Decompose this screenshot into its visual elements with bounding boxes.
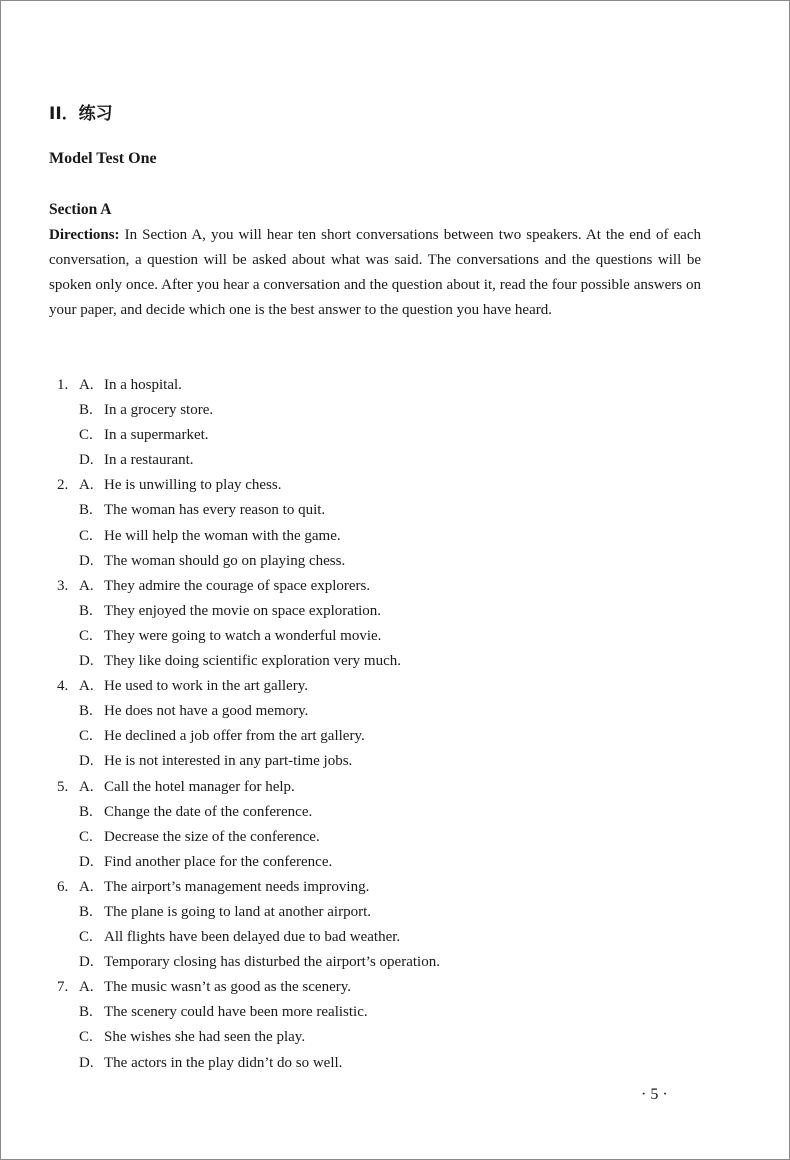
option-text: The plane is going to land at another airport.	[104, 903, 372, 920]
option-text: He declined a job offer from the art gallery.	[104, 728, 365, 745]
question-number: 4.	[57, 678, 69, 695]
option-text: In a hospital.	[104, 377, 182, 393]
option-letter: A.	[79, 778, 94, 795]
answer-option	[1, 699, 790, 724]
option-letter: C.	[79, 728, 93, 745]
answer-option	[1, 724, 790, 749]
option-text: He used to work in the art gallery.	[104, 678, 308, 695]
answer-option	[1, 775, 790, 800]
answer-option	[1, 423, 790, 448]
option-letter: B.	[79, 803, 93, 820]
question-number: 3.	[57, 577, 69, 594]
answer-option	[1, 373, 790, 398]
option-letter: B.	[79, 402, 93, 419]
option-letter: A.	[79, 979, 94, 996]
option-letter: C.	[79, 427, 93, 444]
option-letter: B.	[79, 502, 93, 519]
answer-option	[1, 649, 790, 674]
directions-paragraph	[49, 223, 701, 323]
option-letter: C.	[79, 929, 93, 946]
option-letter: A.	[79, 577, 94, 594]
option-text: The woman has every reason to quit.	[104, 502, 326, 519]
option-text: He does not have a good memory.	[104, 703, 309, 720]
option-text: The music wasn’t as good as the scenery.	[104, 979, 352, 996]
option-text: In a grocery store.	[104, 402, 214, 419]
answer-option	[1, 498, 790, 523]
answer-option	[1, 549, 790, 574]
option-text: The woman should go on playing chess.	[104, 552, 346, 569]
question-number: 2.	[57, 477, 69, 494]
option-letter: C.	[79, 627, 93, 644]
question-number: 1.	[57, 377, 69, 393]
directions-label: Directions	[49, 227, 115, 243]
chapter-heading: II．练习	[49, 104, 113, 124]
option-text: They like doing scientific exploration very much.	[104, 653, 401, 670]
option-text: Decrease the size of the conference.	[104, 828, 320, 845]
option-letter: D.	[79, 753, 94, 770]
answer-option	[1, 925, 790, 950]
directions-text: In Section A, you will hear ten short conversations between two speakers. At the end of each conversation, a question will be asked about what was said. The conversations and the questions will be spoken only once. After you hear a conversation and the question about it, read the four possible answers on your paper, and decide which one is the best answer to the question you have heard.	[49, 227, 701, 318]
option-letter: C.	[79, 828, 93, 845]
option-letter: A.	[79, 678, 94, 695]
option-text: In a supermarket.	[104, 427, 209, 444]
answer-option	[1, 574, 790, 599]
answer-option	[1, 674, 790, 699]
answer-option	[1, 1051, 790, 1076]
option-letter: D.	[79, 853, 94, 870]
option-letter: A.	[79, 878, 94, 895]
option-letter: D.	[79, 552, 94, 569]
option-text: The scenery could have been more realistic.	[104, 1004, 368, 1021]
option-letter: C.	[79, 527, 93, 544]
option-text: Find another place for the conference.	[104, 853, 333, 870]
option-text: He is not interested in any part-time jobs.	[104, 753, 353, 770]
option-text: The airport’s management needs improving.	[104, 878, 370, 895]
answer-option	[1, 1000, 790, 1025]
option-text: They enjoyed the movie on space exploration.	[104, 602, 381, 619]
option-text: He is unwilling to play chess.	[104, 477, 282, 494]
option-letter: A.	[79, 477, 94, 494]
option-text: He will help the woman with the game.	[104, 527, 341, 544]
option-text: She wishes she had seen the play.	[104, 1029, 306, 1046]
option-text: All flights have been delayed due to bad weather.	[104, 929, 401, 946]
answer-option	[1, 448, 790, 473]
option-text: Change the date of the conference.	[104, 803, 313, 820]
option-text: In a restaurant.	[104, 452, 194, 469]
option-letter: D.	[79, 954, 94, 971]
question-number: 6.	[57, 878, 69, 895]
answer-option	[1, 599, 790, 624]
section-title: Section A	[49, 201, 112, 218]
answer-option	[1, 624, 790, 649]
directions-colon: :	[114, 227, 120, 243]
option-letter: C.	[79, 1029, 93, 1046]
test-title: Model Test One	[49, 150, 157, 167]
option-letter: D.	[79, 1054, 94, 1071]
answer-option	[1, 850, 790, 875]
option-letter: D.	[79, 653, 94, 670]
option-letter: D.	[79, 452, 94, 469]
answer-option	[1, 473, 790, 498]
option-text: Call the hotel manager for help.	[104, 778, 295, 795]
option-letter: B.	[79, 703, 93, 720]
option-text: The actors in the play didn’t do so well.	[104, 1054, 343, 1071]
option-letter: B.	[79, 1004, 93, 1021]
option-letter: B.	[79, 602, 93, 619]
answer-option	[1, 800, 790, 825]
option-text: Temporary closing has disturbed the airport’s operation.	[104, 954, 440, 971]
question-number: 7.	[57, 979, 69, 996]
answer-option	[1, 875, 790, 900]
option-letter: A.	[79, 377, 94, 393]
answer-option	[1, 950, 790, 975]
page-number: · 5 ·	[641, 1086, 668, 1103]
answer-option	[1, 900, 790, 925]
question-list	[1, 373, 790, 1076]
answer-option	[1, 749, 790, 774]
option-letter: B.	[79, 903, 93, 920]
answer-option	[1, 398, 790, 423]
answer-option	[1, 524, 790, 549]
option-text: They admire the courage of space explorers.	[104, 577, 371, 594]
option-text: They were going to watch a wonderful movie.	[104, 627, 382, 644]
answer-option	[1, 825, 790, 850]
answer-option	[1, 975, 790, 1000]
answer-option	[1, 1025, 790, 1050]
question-number: 5.	[57, 778, 69, 795]
